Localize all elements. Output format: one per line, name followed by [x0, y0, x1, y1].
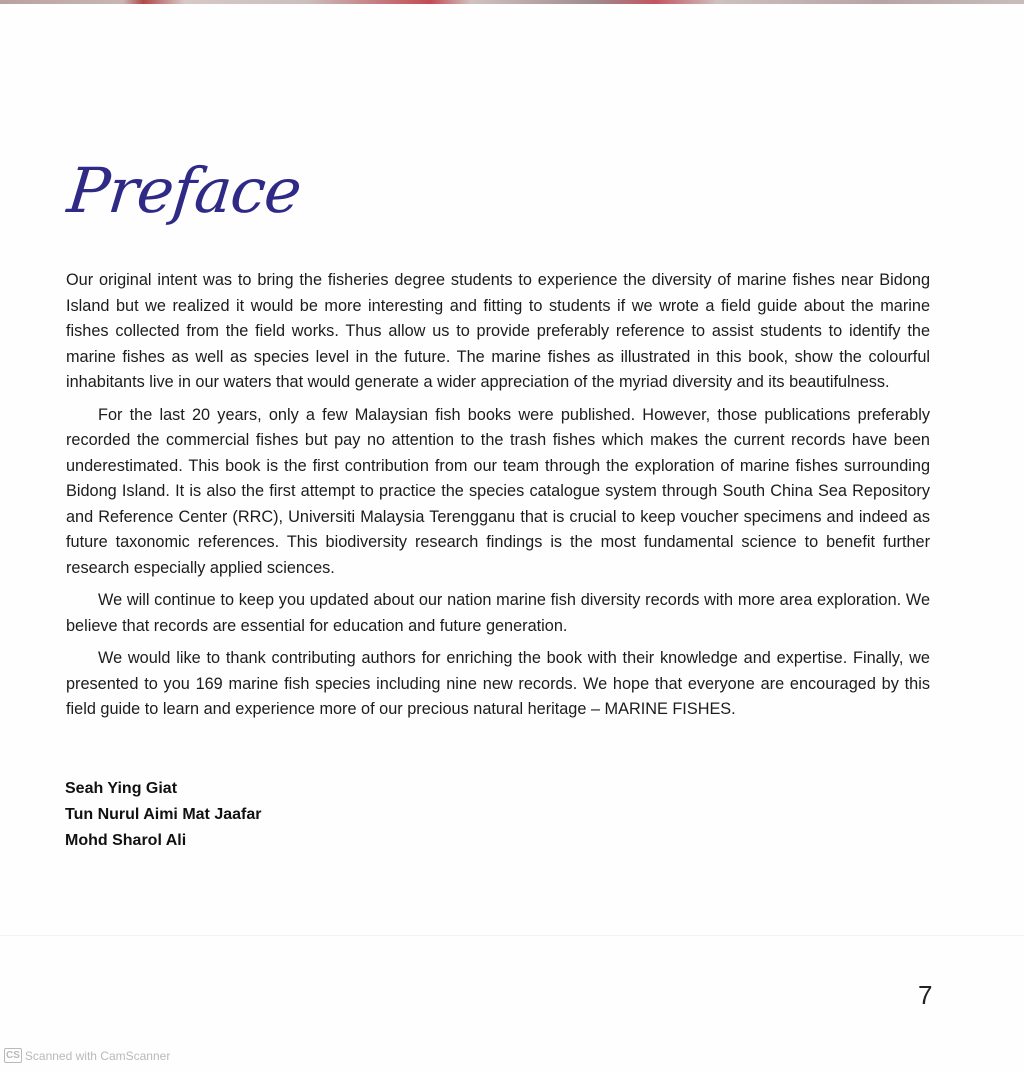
top-color-strip	[0, 0, 1024, 4]
paragraph-3: We will continue to keep you updated about our nation marine fish diversity records with more area exploration. We believe that records are essential for education and future generation.	[66, 591, 930, 635]
paragraph-1: Our original intent was to bring the fisheries degree students to experience the diversity of marine fishes near Bidong Island but we realized it would be more interesting and fitting to students if we wrote a field guide about the marine fishes collected from the field works. Thus allow us to provide preferably reference to assist students to identify the marine fishes as well as species level in the future. The marine fishes as illustrated in this book, show the colourful inhabitants live in our waters that would generate a wider appreciation of the myriad diversity and its beautifulness.	[66, 271, 930, 391]
author-name: Tun Nurul Aimi Mat Jaafar	[65, 806, 262, 823]
preface-body	[66, 268, 930, 730]
page-title: Preface	[64, 154, 305, 227]
camscanner-logo-icon: CS	[6, 1050, 20, 1061]
author-name: Mohd Sharol Ali	[65, 832, 187, 849]
page-number: 7	[918, 980, 933, 1010]
author-name: Seah Ying Giat	[65, 780, 178, 797]
paragraph-4: We would like to thank contributing authors for enriching the book with their knowledge and expertise. Finally, we presented to you 169 marine fish species including nine new records. We hope that everyone are encouraged by this field guide to learn and experience more of our precious natural heritage – MARINE FISHES.	[66, 649, 930, 718]
scanner-watermark	[4, 1048, 170, 1063]
watermark-text: Scanned with CamScanner	[24, 1048, 171, 1063]
paragraph-2: For the last 20 years, only a few Malaysian fish books were published. However, those publications preferably recorded the commercial fishes but pay no attention to the trash fishes which makes the current records have been underestimated. This book is the first contribution from our team through the exploration of marine fishes surrounding Bidong Island. It is also the first attempt to practice the species catalogue system through South China Sea Repository and Reference Center (RRC), Universiti Malaysia Terengganu that is crucial to keep voucher specimens and indeed as future taxonomic references. This biodiversity research findings is the most fundamental science to benefit further research especially applied sciences.	[66, 405, 930, 577]
divider	[0, 935, 1024, 936]
author-list	[65, 776, 261, 854]
